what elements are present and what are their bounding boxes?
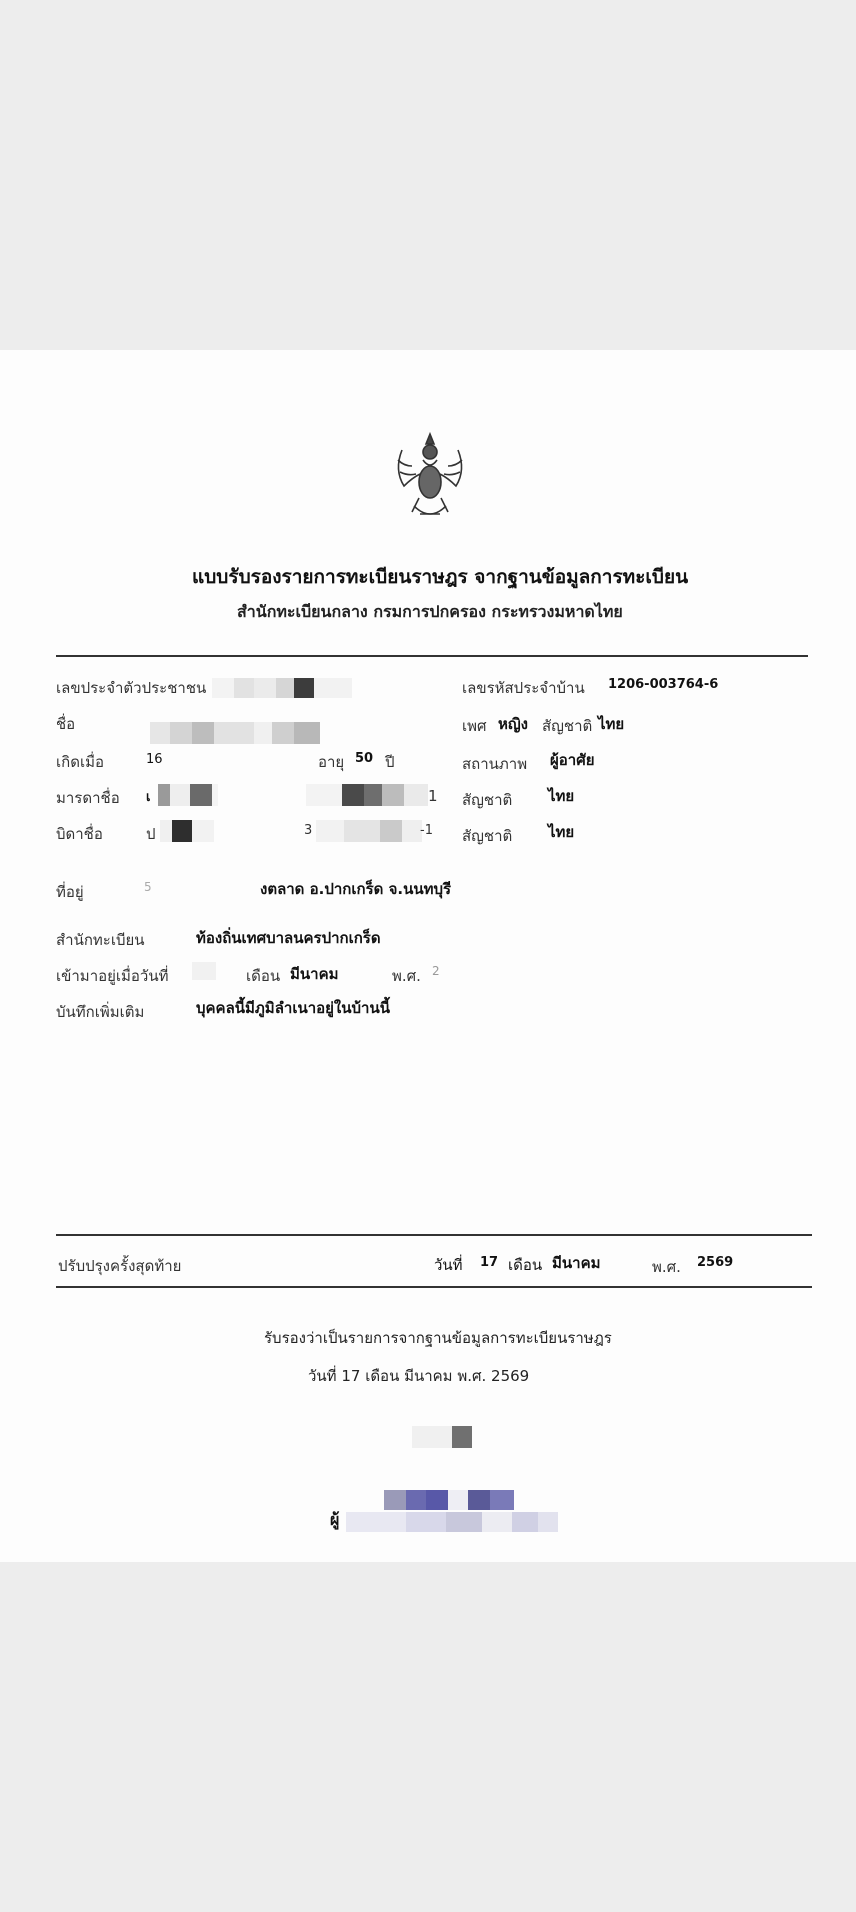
father-id-prefix: 3 [304,823,313,838]
document-subtitle: สำนักทะเบียนกลาง กรมการปกครอง กระทรวงมหาดไทย [237,602,623,621]
redacted-mother-name [158,784,218,806]
redacted-name [150,722,320,744]
movein-year-value: 2 [432,964,440,978]
age-unit: ปี [385,753,395,771]
address-label: ที่อยู่ [56,883,84,901]
movein-month-value: มีนาคม [290,965,339,983]
update-year-label: พ.ศ. [652,1258,681,1276]
nationality-value: ไทย [598,715,625,733]
certification-line-1: รับรองว่าเป็นรายการจากฐานข้อมูลการทะเบียนราษฎร [264,1329,612,1347]
document-page [0,350,856,1562]
mother-id-suffix: 1 [428,787,438,805]
document-title: แบบรับรองรายการทะเบียนราษฎร จากฐานข้อมูลการทะเบียน [192,566,689,588]
update-month-value: มีนาคม [552,1254,601,1272]
office-value: ท้องถิ่นเทศบาลนครปากเกร็ด [196,929,381,947]
sex-label: เพศ [462,717,487,735]
nationality-label: สัญชาติ [542,717,593,735]
redacted-signer-title [384,1490,514,1510]
status-value: ผู้อาศัย [550,751,595,769]
update-year-value: 2569 [697,1255,734,1270]
father-label: บิดาชื่อ [56,825,103,843]
update-day-value: 17 [480,1255,499,1270]
address-value: งตลาด อ.ปากเกร็ด จ.นนทบุรี [260,880,452,898]
father-id-suffix: -1 [420,823,433,838]
redacted-movein-day [192,962,216,980]
signer-prefix: ผู้ [330,1510,340,1529]
father-nationality-label: สัญชาติ [462,827,513,845]
mother-nationality-label: สัญชาติ [462,791,513,809]
status-label: สถานภาพ [462,755,528,773]
father-nationality-value: ไทย [548,823,575,841]
note-value: บุคคลนี้มีภูมิลำเนาอยู่ในบ้านนี้ [196,999,390,1017]
born-value: 16 [146,752,163,767]
redacted-father-name [160,820,214,842]
redacted-father-id [316,820,422,842]
age-label: อายุ [318,753,345,771]
name-label: ชื่อ [56,715,76,733]
movein-month-label: เดือน [246,967,281,985]
house-code-label: เลขรหัสประจำบ้าน [462,679,585,697]
born-label: เกิดเมื่อ [56,753,104,771]
father-prefix: ป [146,825,156,843]
redacted-mother-id [306,784,428,806]
redacted-id [212,678,352,698]
mother-nationality-value: ไทย [548,787,575,805]
movein-label: เข้ามาอยู่เมื่อวันที่ [56,967,169,985]
garuda-emblem-icon [390,430,470,522]
house-code-value: 1206-003764-6 [608,677,719,692]
redacted-signature [412,1426,472,1448]
update-top-divider [56,1234,812,1236]
mother-label: มารดาชื่อ [56,789,120,807]
address-prefix: 5 [144,880,152,894]
certification-line-2: วันที่ 17 เดือน มีนาคม พ.ศ. 2569 [308,1367,530,1385]
age-value: 50 [355,751,374,766]
sex-value: หญิง [498,715,528,733]
mother-prefix: เ [146,790,151,805]
update-day-label: วันที่ [434,1256,463,1274]
top-divider [56,655,808,657]
update-month-label: เดือน [508,1256,543,1274]
movein-year-label: พ.ศ. [392,967,421,985]
update-bottom-divider [56,1286,812,1288]
redacted-signer-name [346,1512,558,1532]
office-label: สำนักทะเบียน [56,931,145,949]
id-label: เลขประจำตัวประชาชน [56,679,207,697]
update-label: ปรับปรุงครั้งสุดท้าย [58,1257,182,1275]
note-label: บันทึกเพิ่มเติม [56,1003,145,1021]
